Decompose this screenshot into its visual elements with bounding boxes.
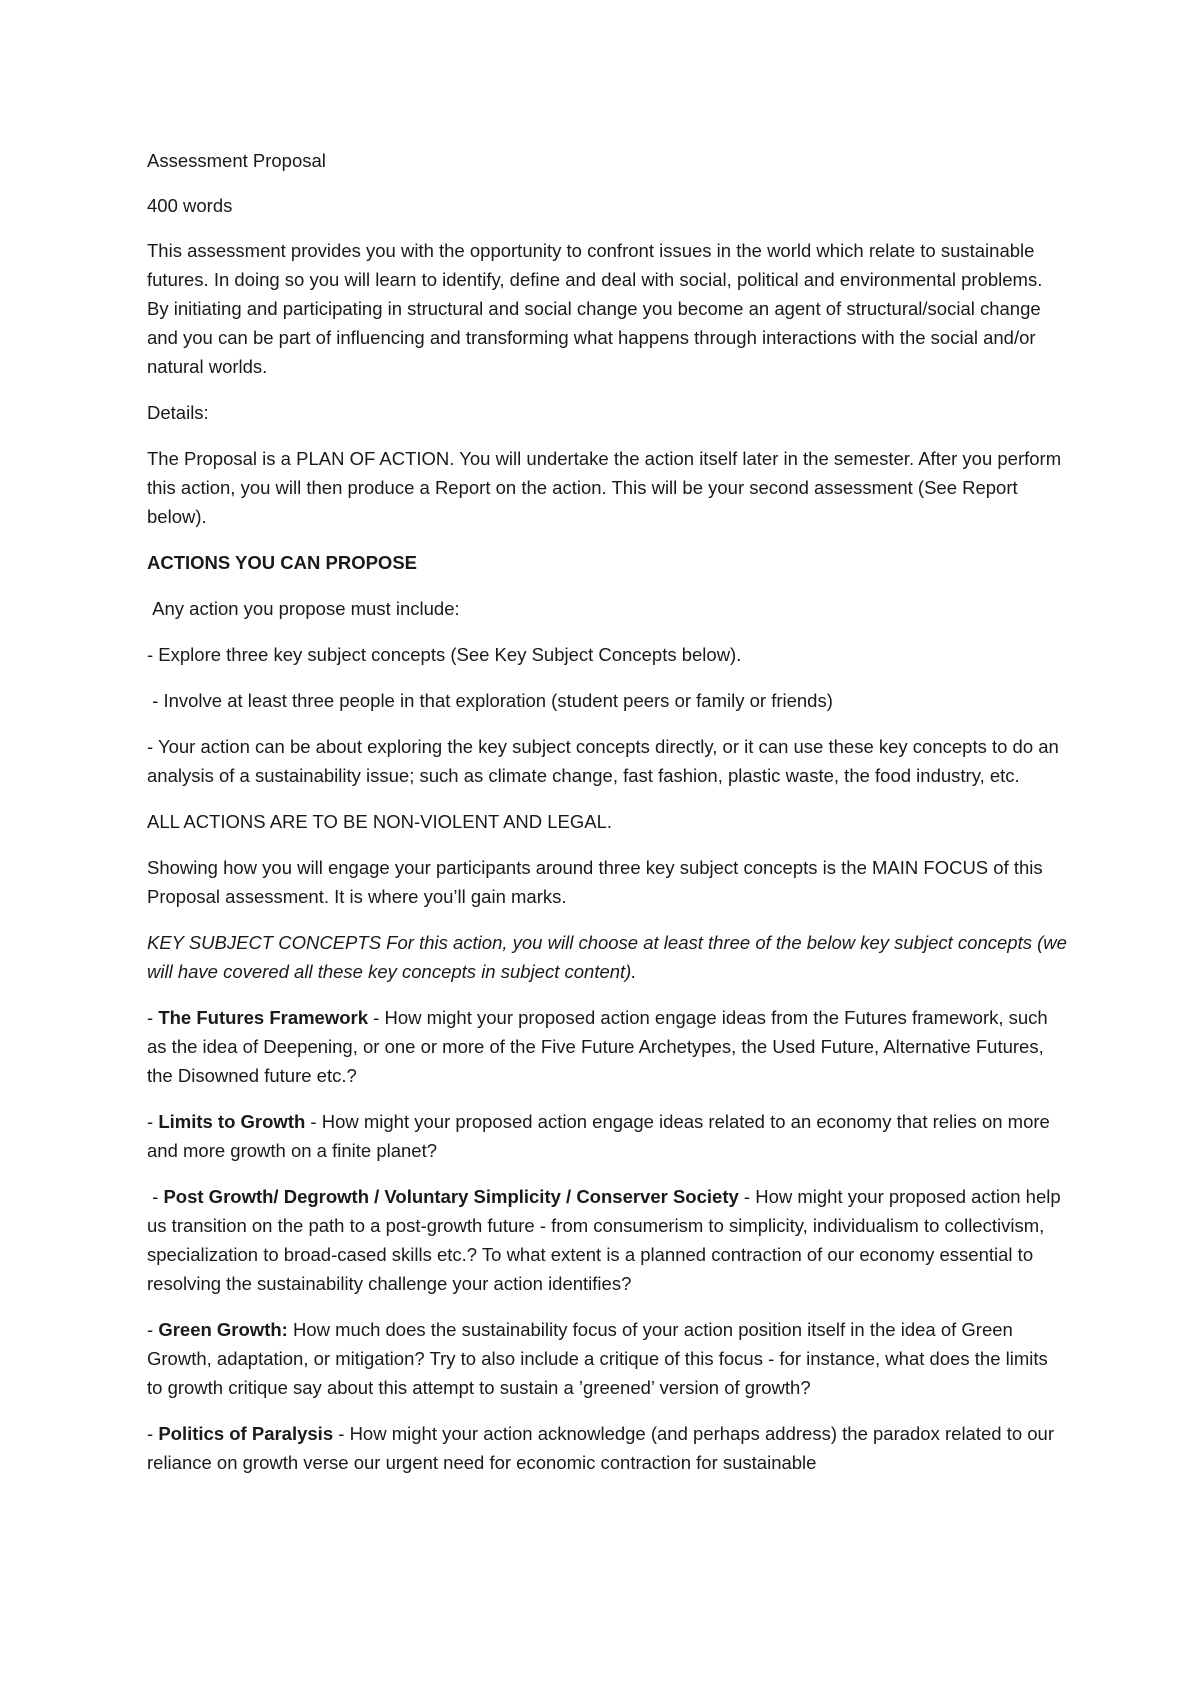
concept-limits-to-growth xyxy=(147,1107,1067,1165)
details-label: Details: xyxy=(147,402,209,423)
concept-prefix: - xyxy=(147,1111,159,1132)
concept-text: How much does the sustainability focus of your action position itself in the idea of Green Growth, adaptation, or mitigation? Try to also include a critique of this focus - for instance, what does the limits to growth critique say about this attempt to sustain a ’greened’ version of growth? xyxy=(147,1319,1053,1398)
key-concepts-intro: KEY SUBJECT CONCEPTS For this action, you will choose at least three of the below key subject concepts (we will have covered all these key concepts in subject content). xyxy=(147,932,1067,982)
actions-heading: ACTIONS YOU CAN PROPOSE xyxy=(147,552,418,573)
concept-prefix: - xyxy=(147,1007,159,1028)
action-requirement-2: - Involve at least three people in that exploration (student peers or family or friends) xyxy=(147,690,833,711)
document-title: Assessment Proposal xyxy=(147,150,326,171)
concept-text: - How might your proposed action help us transition on the path to a post-growth future - from consumerism to simplicity, individualism to collectivism, specialization to broad-cased skills etc.? To what extent is a planned contraction of our economy essential to resolving the sustainability challenge your action identifies? xyxy=(147,1186,1066,1294)
concept-name: Green Growth: xyxy=(158,1319,288,1340)
legal-note: ALL ACTIONS ARE TO BE NON-VIOLENT AND LEGAL. xyxy=(147,811,613,832)
concept-text: - How might your proposed action engage ideas related to an economy that relies on more and more growth on a finite planet? xyxy=(147,1111,1055,1161)
concept-name: Limits to Growth xyxy=(158,1111,306,1132)
concept-green-growth xyxy=(147,1315,1067,1402)
concept-politics-of-paralysis xyxy=(147,1419,1067,1477)
action-requirement-3: - Your action can be about exploring the key subject concepts directly, or it can use these key concepts to do an analysis of a sustainability issue; such as climate change, fast fashion, plastic waste, the food industry, etc. xyxy=(147,736,1059,786)
concept-name: The Futures Framework xyxy=(158,1007,369,1028)
concept-prefix: - xyxy=(147,1186,164,1207)
main-focus-paragraph: Showing how you will engage your participants around three key subject concepts is the MAIN FOCUS of this Proposal assessment. It is where you’ll gain marks. xyxy=(147,857,1043,907)
concept-name: Post Growth/ Degrowth / Voluntary Simplicity / Conserver Society xyxy=(163,1186,739,1207)
document-body xyxy=(147,146,1067,1494)
intro-paragraph: This assessment provides you with the opportunity to confront issues in the world which relate to sustainable futures. In doing so you will learn to identify, define and deal with social, political and environmental problems. By initiating and participating in structural and social change you become an agent of structural/social change and you can be part of influencing and transforming what happens through interactions with the social and/or natural worlds. xyxy=(147,240,1043,377)
concept-prefix: - xyxy=(147,1319,159,1340)
concept-text: - How might your proposed action engage ideas from the Futures framework, such as the idea of Deepening, or one or more of the Five Future Archetypes, the Used Future, Alternative Futures, the Disowned future etc.? xyxy=(147,1007,1053,1086)
actions-intro: Any action you propose must include: xyxy=(147,598,460,619)
concept-text: - How might your action acknowledge (and perhaps address) the paradox related to our reliance on growth verse our urgent need for economic contraction for sustainable xyxy=(147,1423,1060,1473)
concept-prefix: - xyxy=(147,1423,159,1444)
concept-futures-framework xyxy=(147,1003,1067,1090)
word-count: 400 words xyxy=(147,195,233,216)
details-paragraph: The Proposal is a PLAN OF ACTION. You will undertake the action itself later in the semester. After you perform this action, you will then produce a Report on the action. This will be your second assessment (See Report below). xyxy=(147,448,1062,527)
concept-post-growth xyxy=(147,1182,1067,1298)
action-requirement-1: - Explore three key subject concepts (See Key Subject Concepts below). xyxy=(147,644,742,665)
concept-name: Politics of Paralysis xyxy=(158,1423,334,1444)
